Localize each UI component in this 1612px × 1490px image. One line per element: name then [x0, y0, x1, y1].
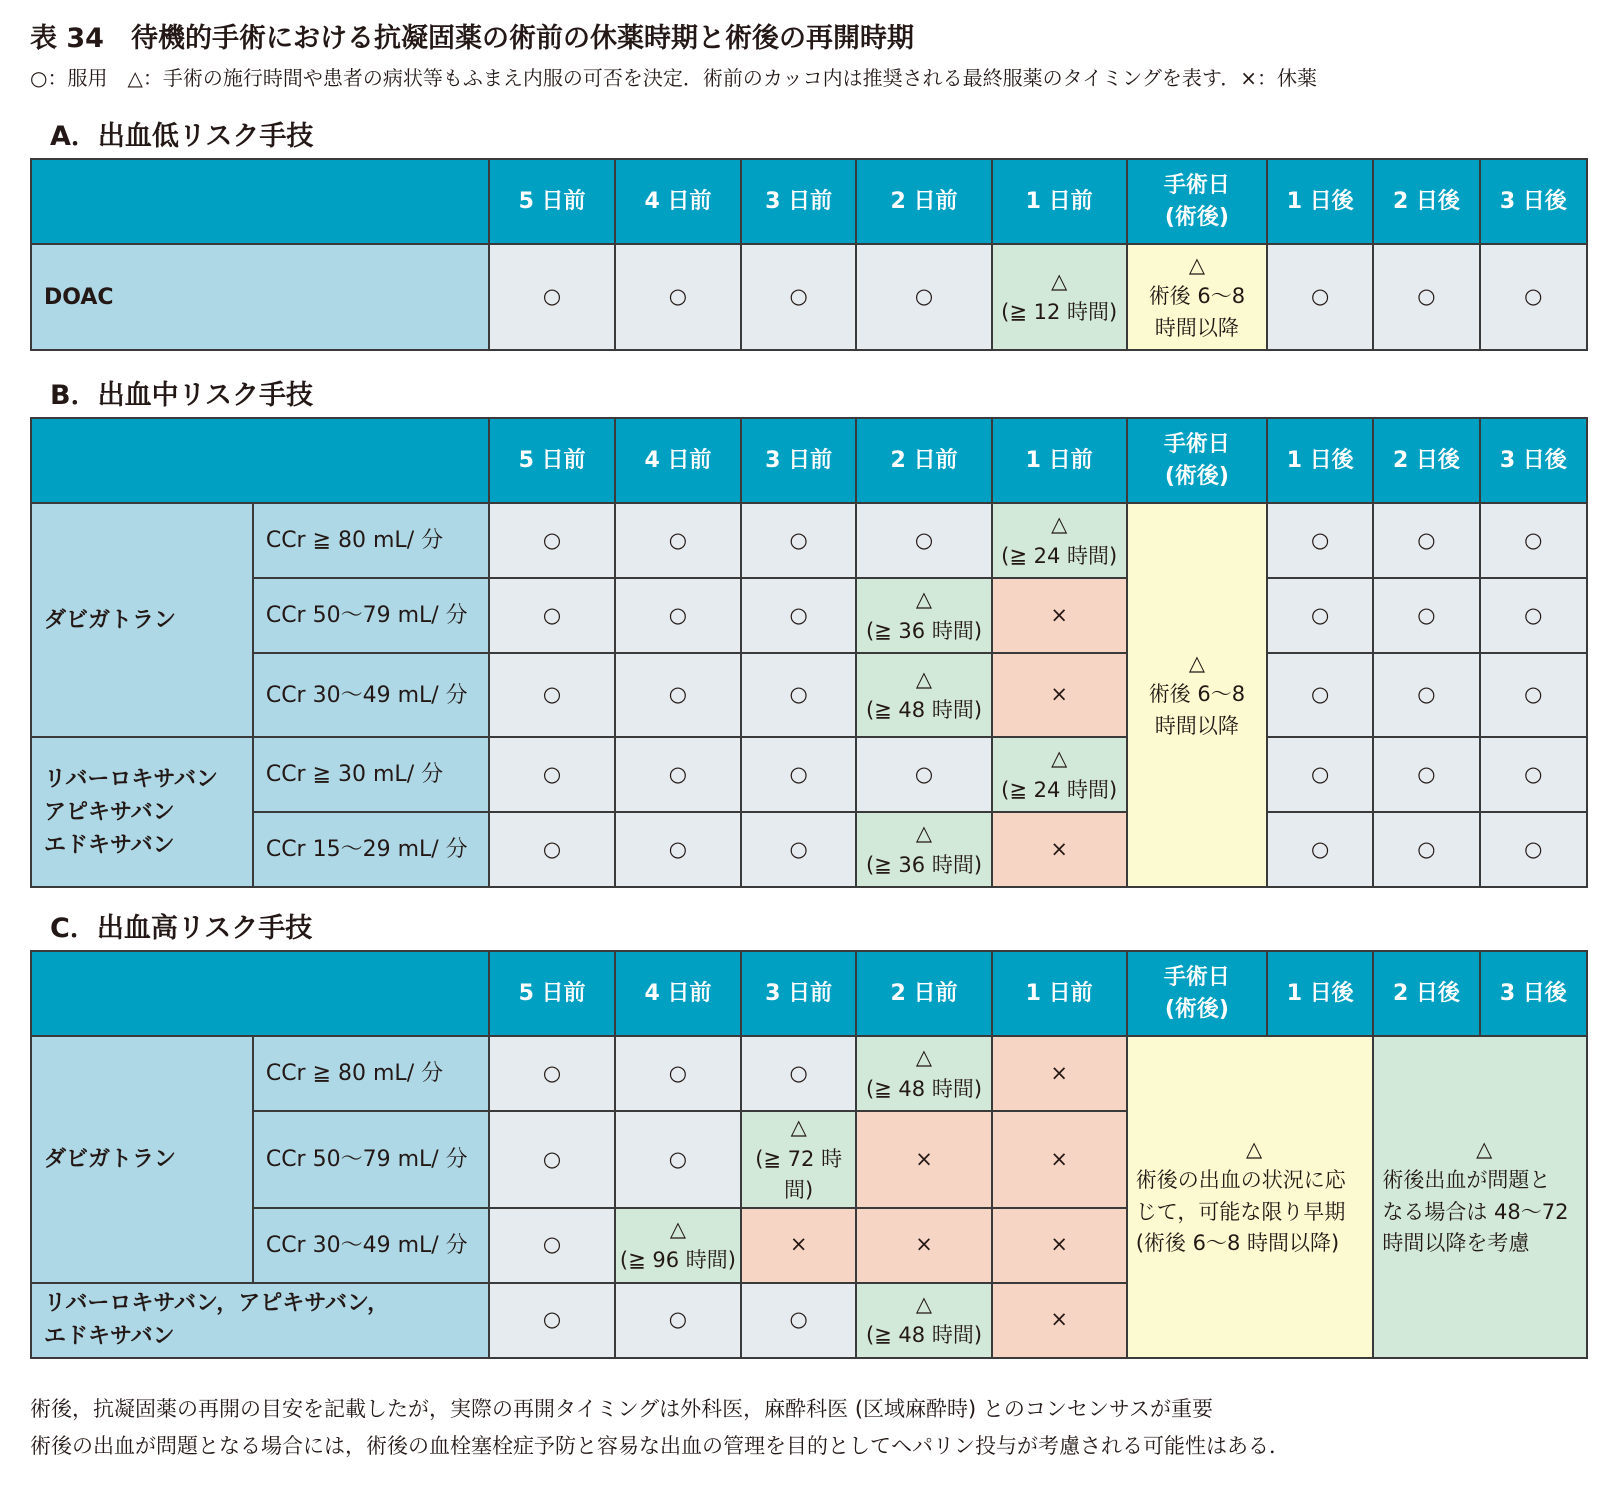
col-3d-after: 3 日後: [1480, 951, 1587, 1036]
post-op-cell: △ 術後出血が問題と なる場合は 48～72 時間以降を考慮: [1373, 1036, 1587, 1358]
take-mark: ○: [615, 1036, 741, 1111]
take-mark: ○: [489, 653, 615, 737]
stop-mark: ×: [992, 812, 1127, 887]
col-4d-before: 4 日前: [615, 159, 741, 244]
decide-cell: △ (≧ 12 時間): [992, 244, 1127, 350]
section-c-heading: C．出血高リスク手技: [50, 913, 313, 944]
table-low-risk: [30, 158, 1588, 351]
col-2d-after: 2 日後: [1373, 951, 1479, 1036]
take-mark: ○: [615, 578, 741, 653]
take-mark: ○: [741, 653, 857, 737]
take-mark: ○: [741, 812, 857, 887]
take-mark: ○: [489, 244, 615, 350]
take-mark: ○: [615, 1283, 741, 1358]
col-2d-after: 2 日後: [1373, 159, 1479, 244]
table-row: [31, 578, 1587, 653]
take-mark: ○: [615, 503, 741, 578]
footnote: 術後，抗凝固薬の再開の目安を記載したが，実際の再開タイミングは外科医，麻酔科医 (区域麻酔時) とのコンセンサスが重要: [30, 1397, 1214, 1421]
col-4d-before: 4 日前: [615, 418, 741, 503]
col-5d-before: 5 日前: [489, 951, 615, 1036]
col-3d-before: 3 日前: [741, 418, 857, 503]
header-row: [31, 951, 1587, 1036]
stop-mark: ×: [992, 1208, 1127, 1283]
col-1d-before: 1 日前: [992, 159, 1127, 244]
decide-cell: △ (≧ 36 時間): [856, 812, 991, 887]
col-3d-before: 3 日前: [741, 159, 857, 244]
take-mark: ○: [1267, 737, 1373, 812]
legend: ○：服用 △：手術の施行時間や患者の病状等もふまえ内服の可否を決定．術前のカッコ内は推奨される最終服薬のタイミングを表す．×：休薬: [30, 66, 1317, 90]
take-mark: ○: [741, 503, 857, 578]
header-blank: [31, 159, 489, 244]
col-3d-before: 3 日前: [741, 951, 857, 1036]
col-1d-after: 1 日後: [1267, 951, 1373, 1036]
ccr-label: CCr ≧ 80 mL/ 分: [253, 503, 489, 578]
take-mark: ○: [489, 578, 615, 653]
resume-cell: △ 術後 6～8 時間以降: [1127, 244, 1267, 350]
drug-label: リバーロキサバン アピキサバン エドキサバン: [31, 737, 253, 887]
resume-cell: △ 術後 6～8 時間以降: [1127, 503, 1267, 887]
take-mark: ○: [615, 812, 741, 887]
col-op-day: 手術日 (術後): [1127, 951, 1267, 1036]
take-mark: ○: [615, 244, 741, 350]
table-row: [31, 737, 1587, 812]
take-mark: ○: [1267, 578, 1373, 653]
ccr-label: CCr 50～79 mL/ 分: [253, 1111, 489, 1208]
header-blank: [31, 418, 489, 503]
stop-mark: ×: [992, 578, 1127, 653]
ccr-label: CCr 30～49 mL/ 分: [253, 1208, 489, 1283]
col-2d-before: 2 日前: [856, 159, 991, 244]
decide-cell: △ (≧ 48 時間): [856, 1036, 991, 1111]
section-b-heading: B．出血中リスク手技: [50, 380, 314, 411]
col-1d-before: 1 日前: [992, 418, 1127, 503]
take-mark: ○: [1373, 653, 1479, 737]
stop-mark: ×: [992, 653, 1127, 737]
take-mark: ○: [1267, 503, 1373, 578]
ccr-label: CCr ≧ 80 mL/ 分: [253, 1036, 489, 1111]
take-mark: ○: [1373, 812, 1479, 887]
stop-mark: ×: [856, 1208, 991, 1283]
take-mark: ○: [1480, 503, 1587, 578]
take-mark: ○: [1373, 737, 1479, 812]
decide-cell: △ (≧ 96 時間): [615, 1208, 741, 1283]
take-mark: ○: [615, 737, 741, 812]
take-mark: ○: [1267, 812, 1373, 887]
ccr-label: CCr 50～79 mL/ 分: [253, 578, 489, 653]
decide-cell: △ (≧ 36 時間): [856, 578, 991, 653]
col-2d-before: 2 日前: [856, 418, 991, 503]
col-5d-before: 5 日前: [489, 418, 615, 503]
table-row: [31, 1036, 1587, 1111]
col-1d-after: 1 日後: [1267, 418, 1373, 503]
stop-mark: ×: [992, 1036, 1127, 1111]
take-mark: ○: [856, 737, 991, 812]
take-mark: ○: [489, 812, 615, 887]
col-1d-before: 1 日前: [992, 951, 1127, 1036]
ccr-label: CCr ≧ 30 mL/ 分: [253, 737, 489, 812]
stop-mark: ×: [992, 1283, 1127, 1358]
footnote: 術後の出血が問題となる場合には，術後の血栓塞栓症予防と容易な出血の管理を目的としてヘパリン投与が考慮される可能性はある．: [30, 1434, 1290, 1458]
take-mark: ○: [1267, 653, 1373, 737]
take-mark: ○: [741, 1283, 857, 1358]
take-mark: ○: [1373, 503, 1479, 578]
take-mark: ○: [1480, 737, 1587, 812]
decide-cell: △ (≧ 24 時間): [992, 737, 1127, 812]
decide-cell: △ (≧ 72 時間): [741, 1111, 857, 1208]
col-op-day: 手術日 (術後): [1127, 418, 1267, 503]
col-3d-after: 3 日後: [1480, 159, 1587, 244]
drug-label: DOAC: [31, 244, 489, 350]
decide-cell: △ (≧ 24 時間): [992, 503, 1127, 578]
table-row: [31, 653, 1587, 737]
take-mark: ○: [489, 1036, 615, 1111]
col-2d-after: 2 日後: [1373, 418, 1479, 503]
stop-mark: ×: [856, 1111, 991, 1208]
take-mark: ○: [489, 737, 615, 812]
col-4d-before: 4 日前: [615, 951, 741, 1036]
take-mark: ○: [856, 244, 991, 350]
take-mark: ○: [489, 1111, 615, 1208]
take-mark: ○: [1373, 244, 1479, 350]
col-3d-after: 3 日後: [1480, 418, 1587, 503]
table-title: 表 34 待機的手術における抗凝固薬の術前の休薬時期と術後の再開時期: [30, 23, 914, 54]
header-row: [31, 418, 1587, 503]
table-row: [31, 503, 1587, 578]
drug-label: ダビガトラン: [31, 503, 253, 737]
take-mark: ○: [489, 503, 615, 578]
col-1d-after: 1 日後: [1267, 159, 1373, 244]
take-mark: ○: [741, 1036, 857, 1111]
take-mark: ○: [489, 1283, 615, 1358]
take-mark: ○: [1267, 244, 1373, 350]
header-blank: [31, 951, 489, 1036]
ccr-label: CCr 30～49 mL/ 分: [253, 653, 489, 737]
header-row: [31, 159, 1587, 244]
table-high-risk: [30, 950, 1588, 1359]
col-5d-before: 5 日前: [489, 159, 615, 244]
resume-cell: △ 術後の出血の状況に応 じて，可能な限り早期 (術後 6～8 時間以降): [1127, 1036, 1374, 1358]
table-row: [31, 812, 1587, 887]
take-mark: ○: [1480, 244, 1587, 350]
decide-cell: △ (≧ 48 時間): [856, 1283, 991, 1358]
take-mark: ○: [615, 653, 741, 737]
take-mark: ○: [741, 737, 857, 812]
take-mark: ○: [741, 244, 857, 350]
take-mark: ○: [1373, 578, 1479, 653]
drug-label: リバーロキサバン，アピキサバン， エドキサバン: [31, 1283, 489, 1358]
take-mark: ○: [856, 503, 991, 578]
table-row: [31, 244, 1587, 350]
table-mid-risk: [30, 417, 1588, 888]
take-mark: ○: [489, 1208, 615, 1283]
take-mark: ○: [1480, 812, 1587, 887]
stop-mark: ×: [741, 1208, 857, 1283]
take-mark: ○: [1480, 578, 1587, 653]
ccr-label: CCr 15～29 mL/ 分: [253, 812, 489, 887]
take-mark: ○: [615, 1111, 741, 1208]
section-a-heading: A．出血低リスク手技: [50, 121, 314, 152]
col-op-day: 手術日 (術後): [1127, 159, 1267, 244]
col-2d-before: 2 日前: [856, 951, 991, 1036]
drug-label: ダビガトラン: [31, 1036, 253, 1283]
stop-mark: ×: [992, 1111, 1127, 1208]
decide-cell: △ (≧ 48 時間): [856, 653, 991, 737]
take-mark: ○: [741, 578, 857, 653]
take-mark: ○: [1480, 653, 1587, 737]
